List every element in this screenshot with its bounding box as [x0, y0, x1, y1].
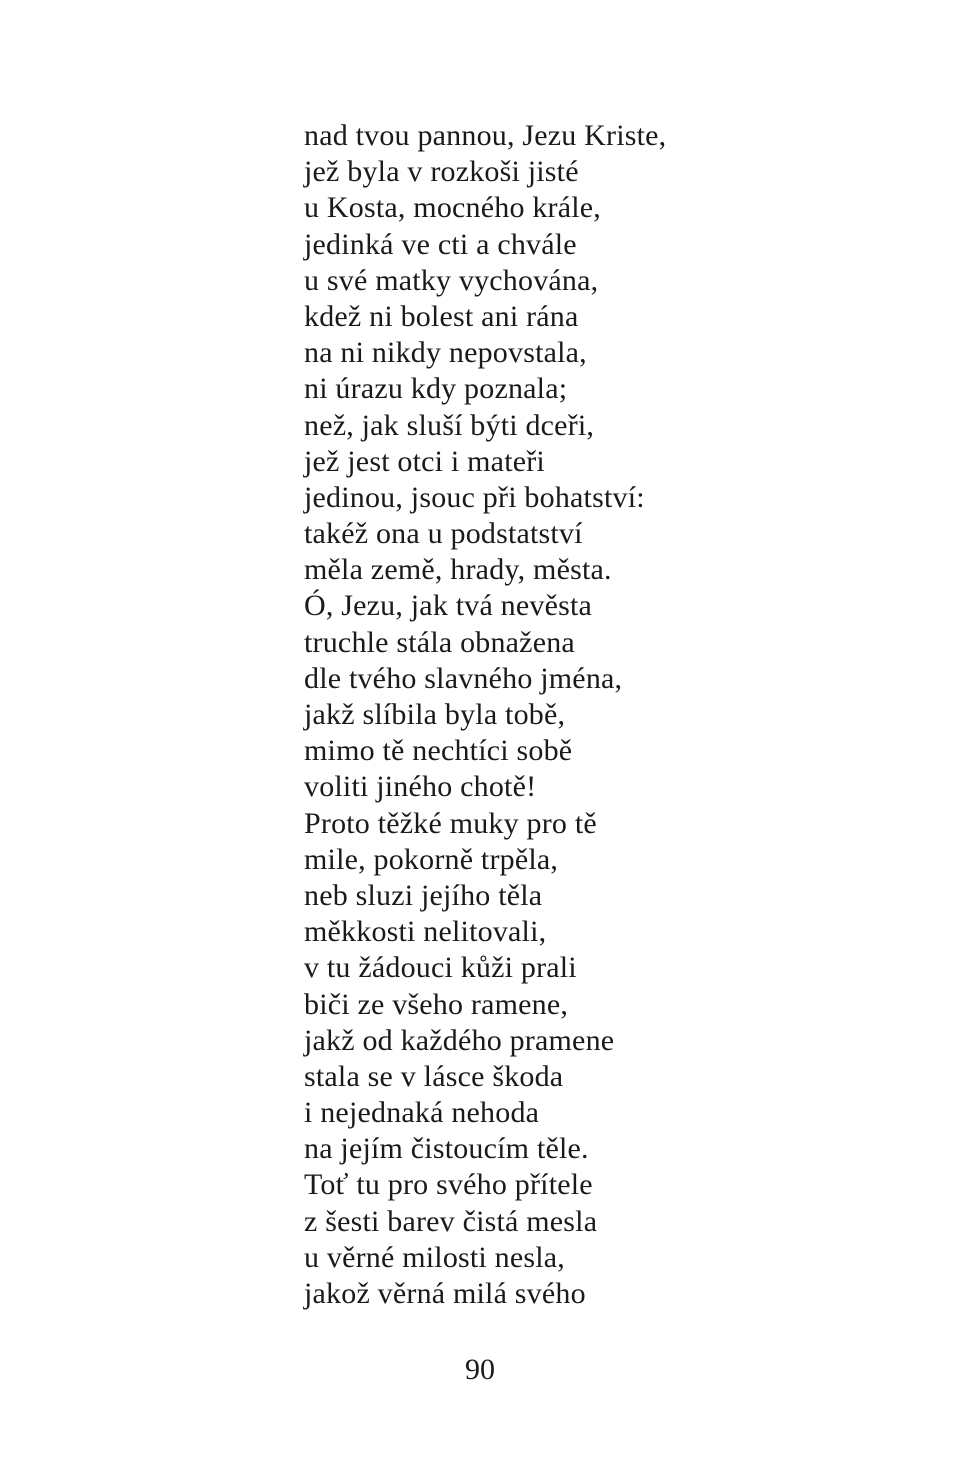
poem-line: stala se v lásce škoda	[304, 1059, 564, 1093]
poem-line: Proto těžké muky pro tě	[304, 806, 597, 840]
poem-line: voliti jiného chotě!	[304, 770, 537, 804]
poem-line: jakož věrná milá svého	[304, 1277, 586, 1310]
poem-line: i nejednaká nehoda	[304, 1096, 540, 1130]
poem-line: takéž ona u podstatství	[304, 517, 583, 551]
poem-line: než, jak sluší býti dceři,	[304, 408, 595, 442]
poem-line: jakž slíbila byla tobě,	[304, 698, 566, 731]
poem-line: mimo tě nechtíci sobě	[304, 734, 573, 768]
poem-text	[304, 118, 864, 1312]
poem-line: neb sluzi jejího těla	[304, 878, 543, 912]
poem-line: dle tvého slavného jména,	[304, 661, 623, 695]
poem-line: v tu žádouci kůži prali	[304, 951, 577, 985]
poem-line: jež byla v rozkoši jisté	[304, 155, 579, 189]
poem-line: nad tvou pannou, Jezu Kriste,	[304, 119, 667, 152]
poem-line: jedinou, jsouc při bohatství:	[304, 480, 645, 514]
poem-line: měkkosti nelitovali,	[304, 915, 547, 949]
poem-line: měla země, hrady, města.	[304, 553, 612, 587]
poem-line: jež jest otci i mateři	[304, 444, 545, 478]
poem-line: u své matky vychována,	[304, 263, 599, 297]
poem-line: jakž od každého pramene	[304, 1023, 615, 1057]
poem-line: na jejím čistoucím těle.	[304, 1132, 589, 1166]
poem-line: jedinká ve cti a chvále	[304, 227, 577, 261]
poem-line: biči ze všeho ramene,	[304, 987, 569, 1021]
poem-line: Ó, Jezu, jak tvá nevěsta	[304, 589, 593, 623]
poem-line: Toť tu pro svého přítele	[304, 1168, 593, 1202]
poem-line: mile, pokorně trpěla,	[304, 842, 559, 876]
poem-line: z šesti barev čistá mesla	[304, 1204, 598, 1238]
poem-line: u Kosta, mocného krále,	[304, 191, 602, 225]
poem-line: truchle stála obnažena	[304, 625, 575, 659]
poem-line: kdež ni bolest ani rána	[304, 299, 579, 333]
poem-line: na ni nikdy nepovstala,	[304, 336, 587, 370]
poem-line: ni úrazu kdy poznala;	[304, 372, 568, 406]
page-number: 90	[465, 1353, 495, 1386]
poem-line: u věrné milosti nesla,	[304, 1240, 566, 1274]
